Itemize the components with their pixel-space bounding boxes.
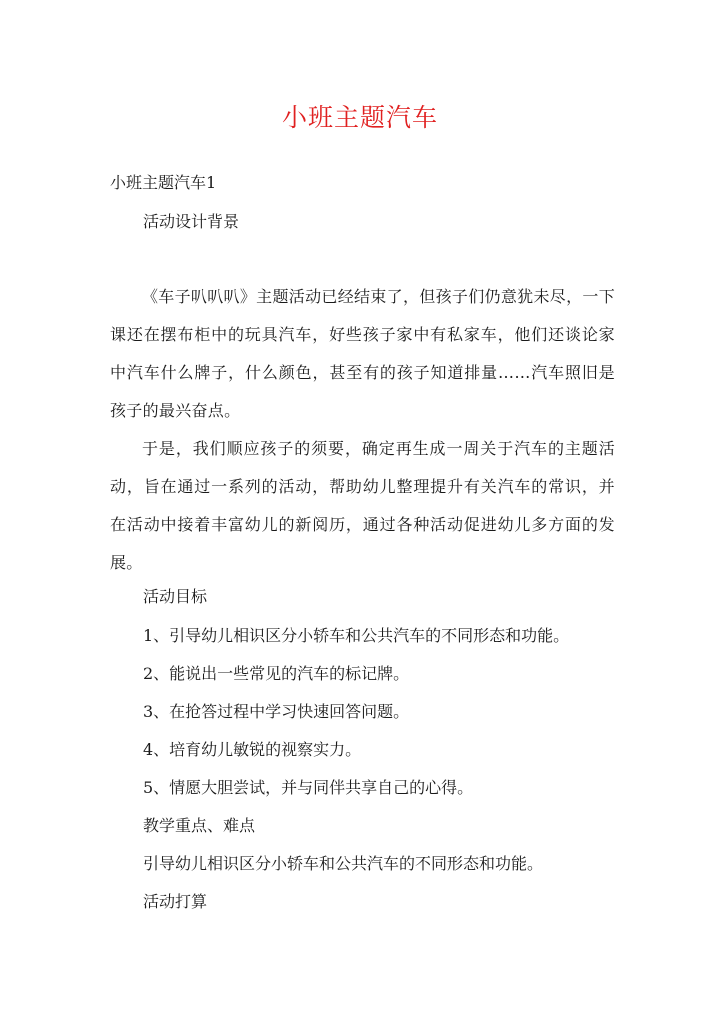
key-points-text: 引导幼儿相识区分小轿车和公共汽车的不同形态和功能。 [143, 854, 544, 873]
background-paragraph-2: 于是，我们顺应孩子的须要，确定再生成一周关于汽车的主题活动，旨在通过一系列的活动，帮助幼儿整理提升有关汽车的常识，并在活动中接着丰富幼儿的新阅历，通过各种活动促进幼儿多方面的发展。 [110, 439, 615, 572]
prep-heading: 活动打算 [143, 892, 208, 911]
goal-item-4: 4、培育幼儿敏锐的视察实力。 [143, 740, 362, 759]
key-points-heading: 教学重点、难点 [143, 816, 256, 835]
goal-item-3: 3、在抢答过程中学习快速回答问题。 [143, 702, 410, 721]
goal-item-5: 5、情愿大胆尝试，并与同伴共享自己的心得。 [143, 778, 474, 797]
goal-item-2: 2、能说出一些常见的汽车的标记牌。 [143, 664, 410, 683]
goal-item-1: 1、引导幼儿相识区分小轿车和公共汽车的不同形态和功能。 [143, 626, 570, 645]
document-subtitle: 小班主题汽车1 [110, 173, 217, 192]
goals-heading: 活动目标 [143, 587, 208, 606]
document-title: 小班主题汽车 [281, 103, 438, 132]
background-paragraph-1: 《车子叭叭叭》主题活动已经结束了，但孩子们仍意犹未尽，一下课还在摆布柜中的玩具汽车，好些孩子家中有私家车，他们还谈论家中汽车什么牌子，什么颜色，甚至有的孩子知道排量……汽车照旧是孩子的最兴奋点。 [110, 287, 615, 420]
background-heading: 活动设计背景 [143, 212, 240, 231]
